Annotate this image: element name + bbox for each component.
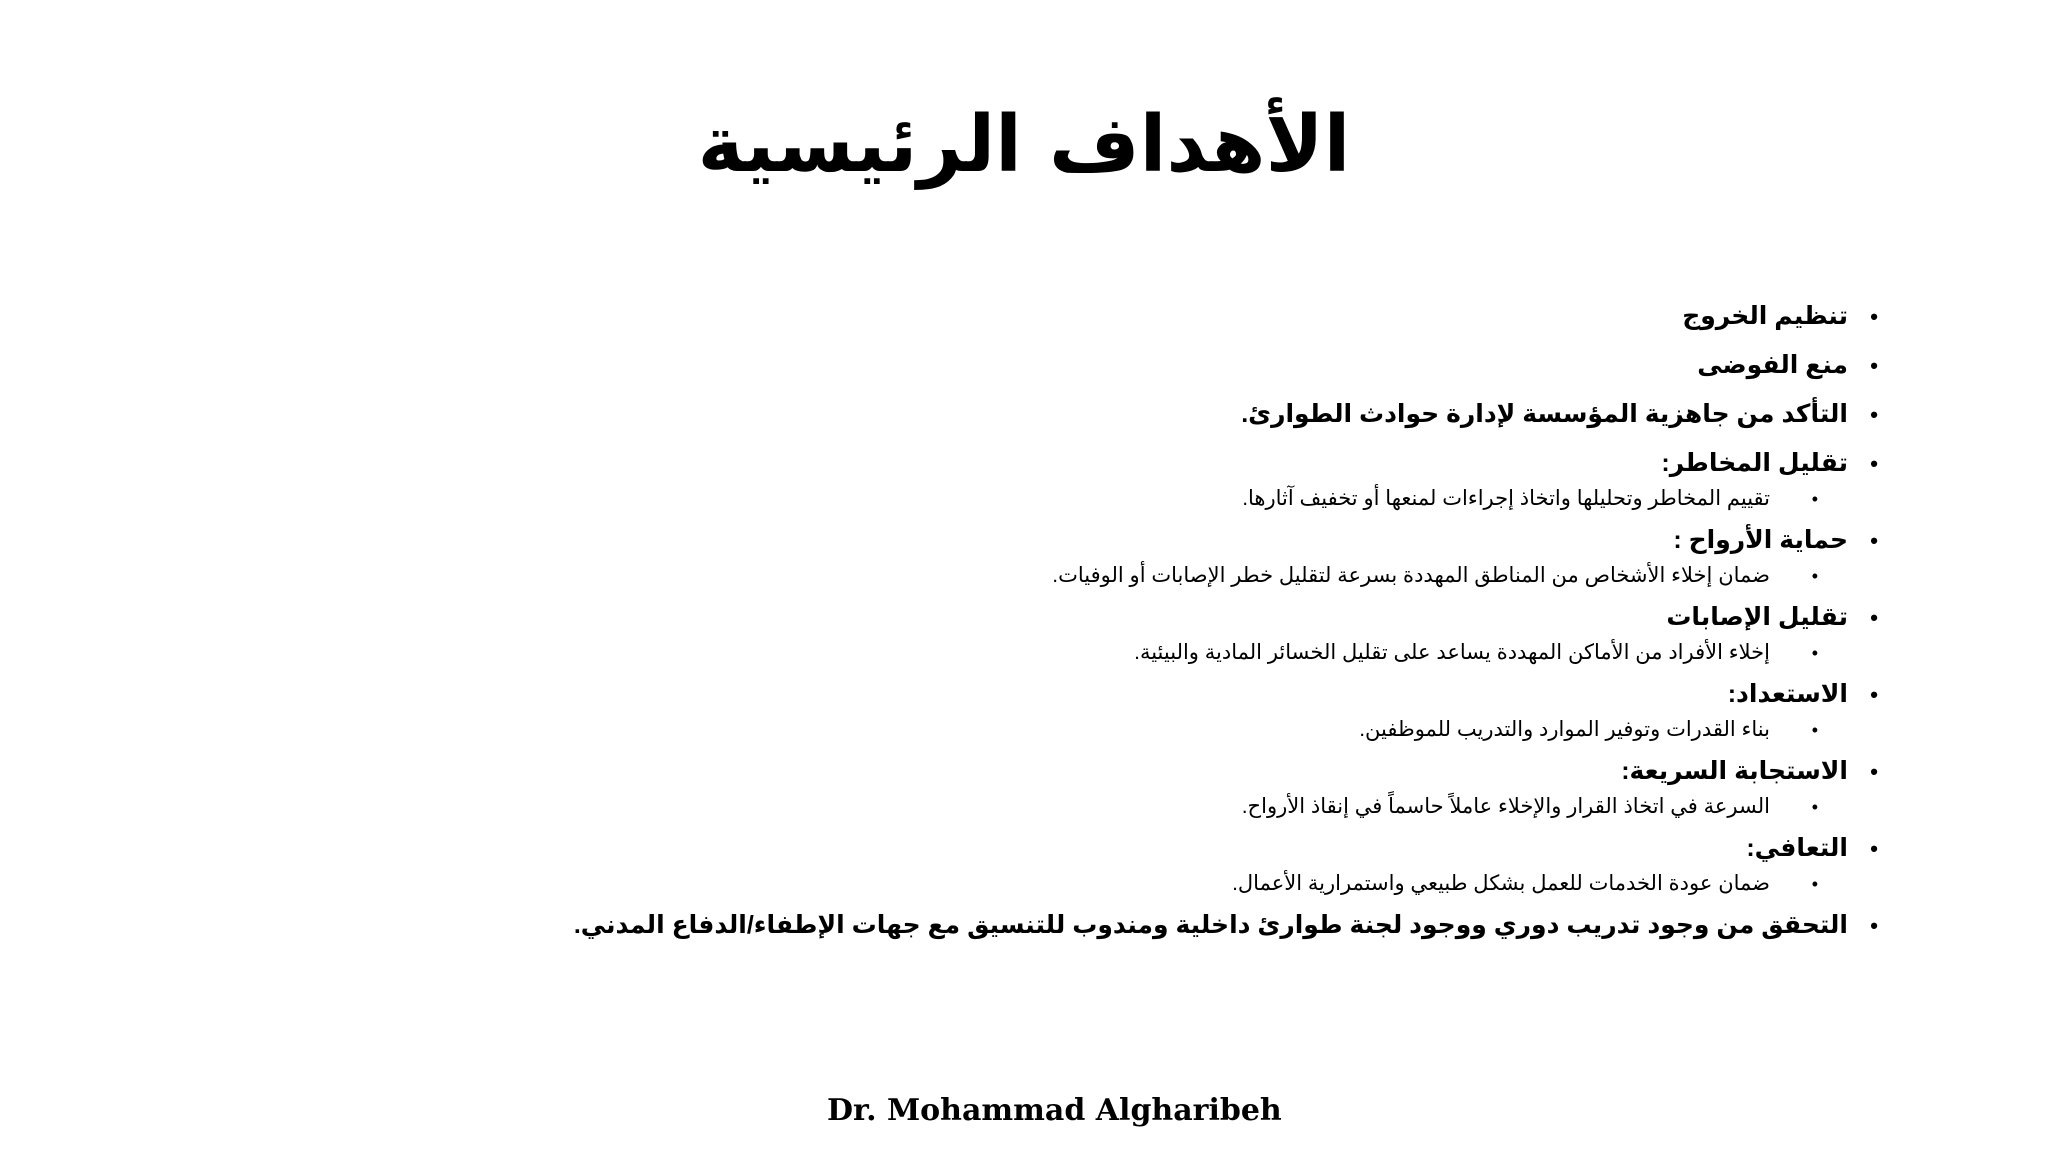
bullet-icon: • [1811,797,1818,817]
item-text: التعافي: [1746,834,1848,862]
bullet-icon: • [1870,682,1878,707]
bullet-icon: • [1870,528,1878,553]
bullet-icon: • [1811,874,1818,894]
sub-item-text: ضمان إخلاء الأشخاص من المناطق المهددة بسرعة لتقليل خطر الإصابات أو الوفيات. [1052,564,1770,587]
list-item [478,678,1878,745]
item-text: التأكد من جاهزية المؤسسة لإدارة حوادث الطوارئ. [1241,400,1848,428]
objectives-list [478,300,1878,958]
sub-item [478,715,1818,745]
list-item [478,447,1878,514]
list-item [478,398,1878,431]
sub-item-text: إخلاء الأفراد من الأماكن المهددة يساعد على تقليل الخسائر المادية والبيئية. [1134,641,1770,664]
bullet-icon: • [1870,605,1878,630]
sub-item-text: تقييم المخاطر وتحليلها واتخاذ إجراءات لمنعها أو تخفيف آثارها. [1242,487,1770,510]
item-text: تنظيم الخروج [1682,302,1848,330]
sub-item-text: بناء القدرات وتوفير الموارد والتدريب للموظفين. [1359,718,1770,741]
bullet-icon: • [1870,451,1878,476]
bullet-icon: • [1811,643,1818,663]
bullet-icon: • [1811,720,1818,740]
author-footer: Dr. Mohammad Algharibeh [827,1093,1282,1128]
item-text: الاستعداد: [1727,680,1848,708]
sub-item-text: السرعة في اتخاذ القرار والإخلاء عاملاً حاسماً في إنقاذ الأرواح. [1241,795,1770,818]
bullet-icon: • [1870,353,1878,378]
sub-item [478,561,1818,591]
sub-item [478,638,1818,668]
list-item [478,909,1878,942]
item-text: تقليل المخاطر: [1661,449,1848,477]
item-text: حماية الأرواح : [1673,526,1848,554]
bullet-icon: • [1870,759,1878,784]
bullet-icon: • [1870,836,1878,861]
item-text: تقليل الإصابات [1666,603,1848,631]
sub-item [478,869,1818,899]
bullet-icon: • [1870,402,1878,427]
item-text: الاستجابة السريعة: [1621,757,1848,785]
list-item [478,524,1878,591]
slide-title: الأهداف الرئيسية [697,100,1351,190]
sub-item [478,484,1818,514]
bullet-icon: • [1870,304,1878,329]
item-text: منع الفوضى [1697,351,1848,379]
list-item [478,601,1878,668]
item-text: التحقق من وجود تدريب دوري ووجود لجنة طوارئ داخلية ومندوب للتنسيق مع جهات الإطفاء/الدفاع المدني. [573,911,1848,939]
list-item [478,755,1878,822]
bullet-icon: • [1811,489,1818,509]
list-item [478,832,1878,899]
bullet-icon: • [1811,566,1818,586]
bullet-icon: • [1870,913,1878,938]
list-item [478,300,1878,333]
sub-item-text: ضمان عودة الخدمات للعمل بشكل طبيعي واستمرارية الأعمال. [1232,872,1770,895]
list-item [478,349,1878,382]
sub-item [478,792,1818,822]
